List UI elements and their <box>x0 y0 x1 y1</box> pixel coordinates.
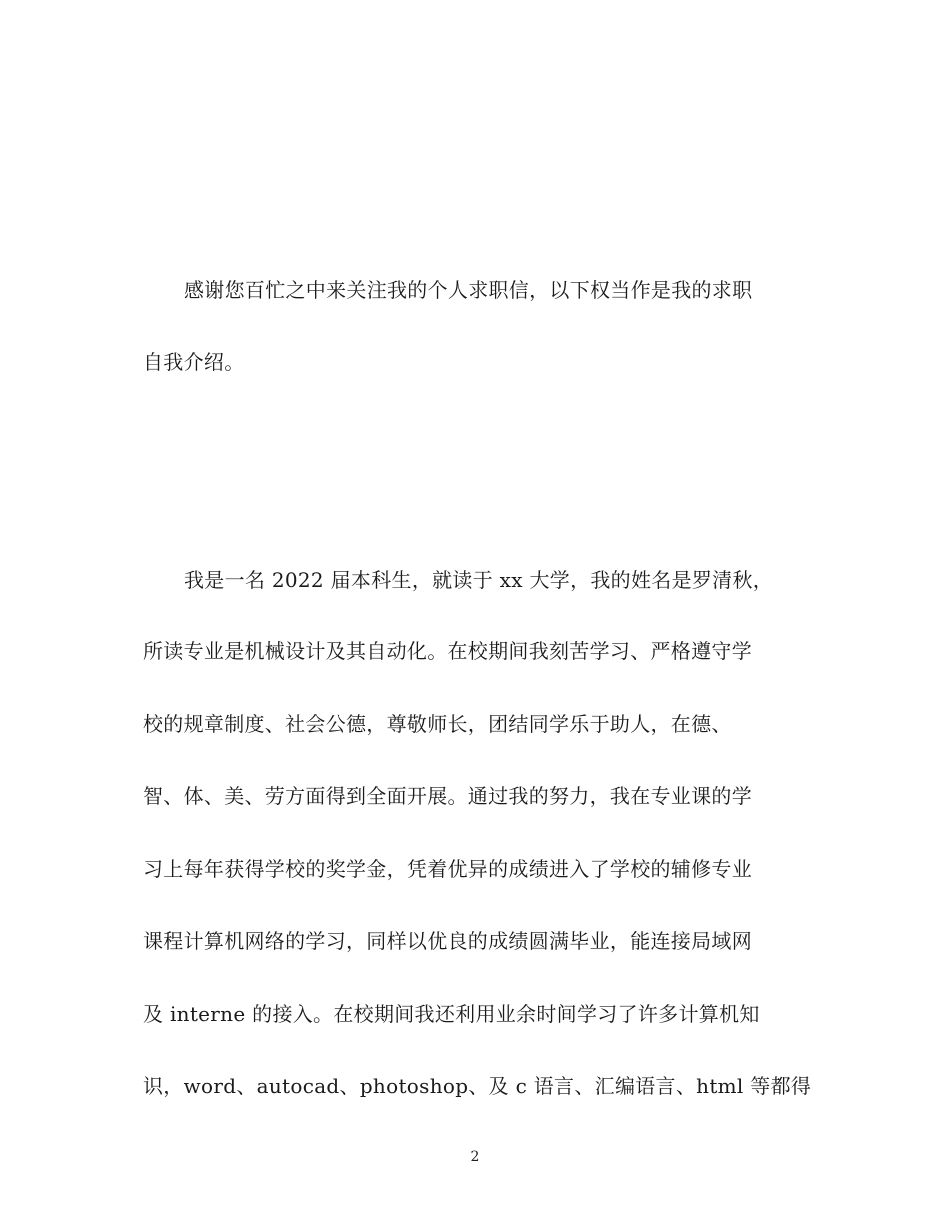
paragraph2-line-5: 习上每年获得学校的奖学金，凭着优异的成绩进入了学校的辅修专业 <box>143 857 752 881</box>
page-number: 2 <box>470 1149 480 1165</box>
paragraph2-line-2: 所读专业是机械设计及其自动化。在校期间我刻苦学习、严格遵守学 <box>143 639 752 663</box>
paragraph2-line-6: 课程计算机网络的学习，同样以优良的成绩圆满毕业，能连接局域网 <box>143 929 752 953</box>
paragraph2-line-4: 智、体、美、劳方面得到全面开展。通过我的努力，我在专业课的学 <box>143 784 752 808</box>
paragraph1-line-1: 感谢您百忙之中来关注我的个人求职信，以下权当作是我的求职 <box>184 278 753 302</box>
paragraph2-line-8: 识，word、autocad、photoshop、及 c 语言、汇编语言、html 等都得 <box>143 1074 812 1098</box>
paragraph1-line-2: 自我介绍。 <box>143 350 245 374</box>
paragraph2-line-3: 校的规章制度、社会公德，尊敬师长，团结同学乐于助人，在德、 <box>143 712 732 736</box>
paragraph2-line-7: 及 interne 的接入。在校期间我还利用业余时间学习了许多计算机知 <box>143 1002 760 1026</box>
paragraph2-line-1: 我是一名 2022 届本科生，就读于 xx 大学，我的姓名是罗清秋， <box>184 568 774 592</box>
